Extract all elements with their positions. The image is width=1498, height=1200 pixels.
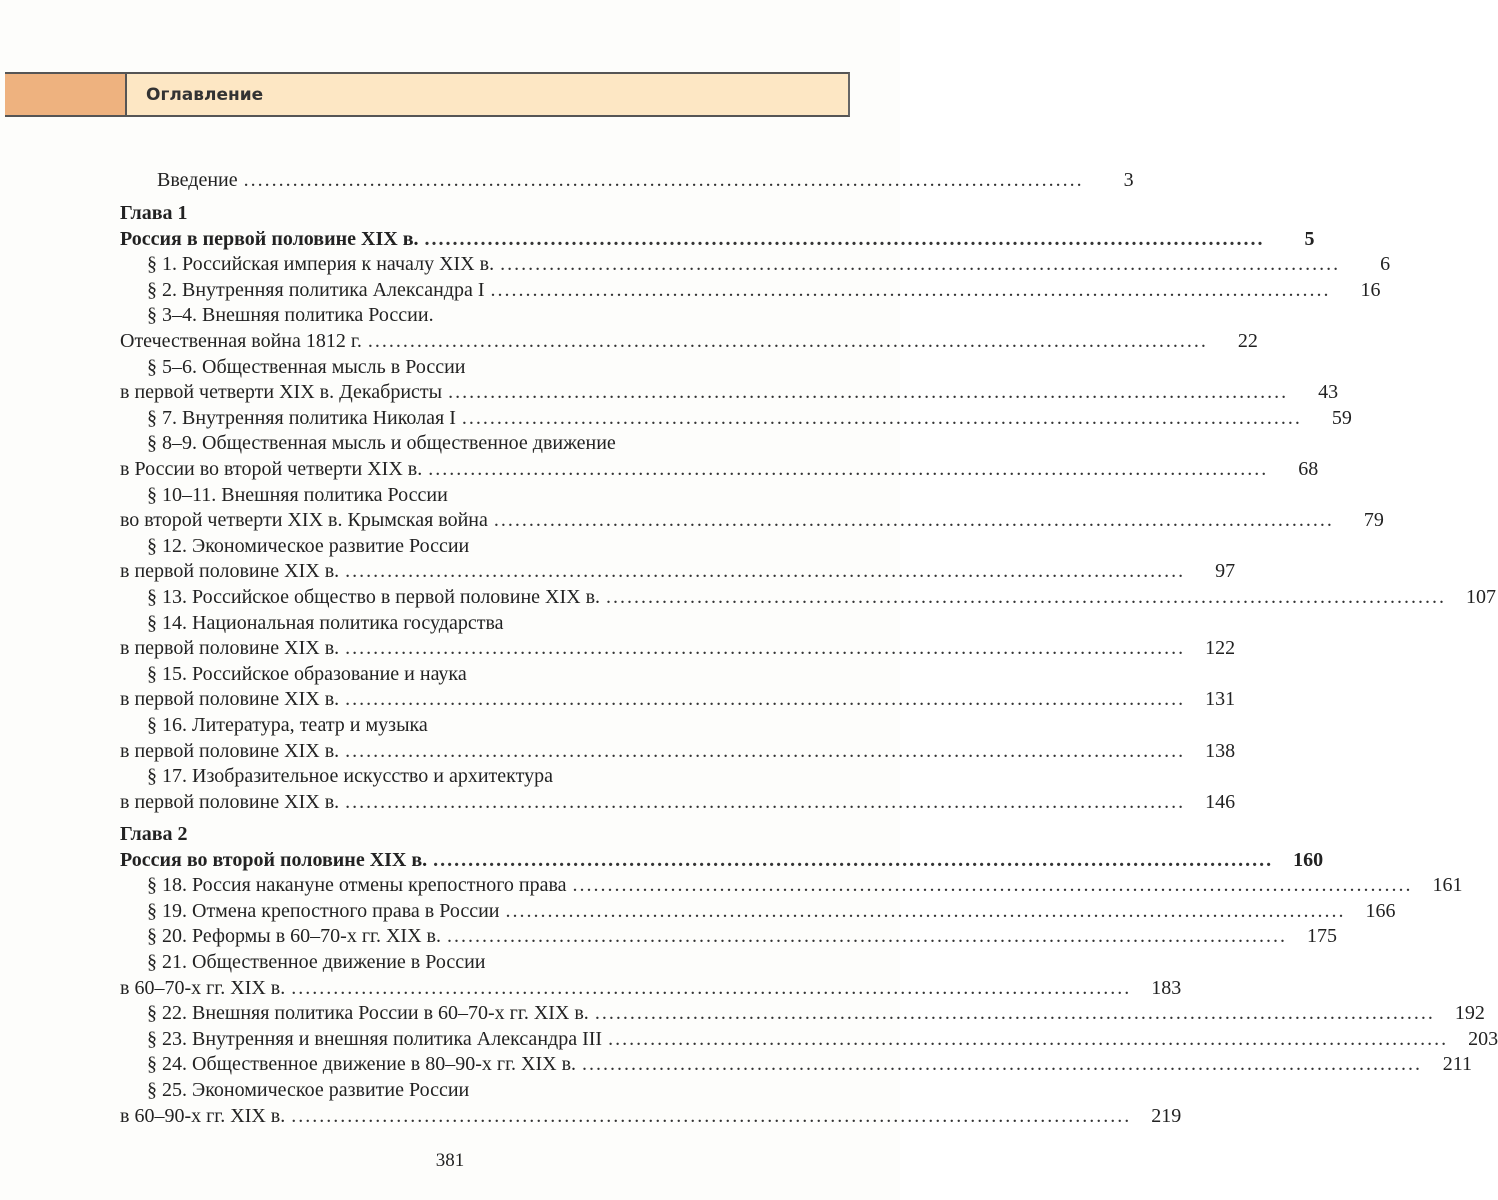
- toc-page-number: 59: [1331, 406, 1352, 429]
- toc-page-number: 219: [1151, 1104, 1182, 1127]
- toc-entry-text: § 8–9. Общественная мысль и общественное движение: [147, 432, 616, 455]
- leader-dots: ........................................................................................................................: [433, 848, 1274, 871]
- toc-page-number: 146: [1205, 790, 1236, 813]
- leader-dots: ........................................................................................................................: [493, 509, 1334, 532]
- toc-entry-heading: [147, 764, 831, 789]
- toc-header-bar: [5, 72, 850, 117]
- toc-page-number: 203: [1468, 1027, 1498, 1050]
- toc-title: Оглавление: [146, 85, 264, 105]
- toc-entry: [147, 924, 1337, 949]
- toc-entry-heading: [147, 431, 831, 456]
- leader-dots: ........................................................................................................................: [345, 790, 1186, 813]
- leader-dots: ........................................................................................................................: [446, 925, 1287, 948]
- toc-entry-text: § 12. Экономическое развитие России: [147, 534, 470, 557]
- leader-dots: ........................................................................................................................: [572, 874, 1413, 897]
- toc-entry-heading: [147, 662, 831, 687]
- toc-entry-heading: [120, 822, 831, 847]
- toc-entry-text: Введение: [157, 169, 238, 191]
- toc-entry: [147, 1001, 1485, 1026]
- toc-entry: [120, 508, 1384, 533]
- toc-entry-heading: [147, 611, 831, 636]
- toc-entry: [147, 1027, 1498, 1052]
- leader-dots: ........................................................................................................................: [606, 586, 1447, 608]
- toc-page-number: 160: [1293, 848, 1324, 871]
- toc-entry: [120, 380, 1339, 405]
- toc-page-number: 131: [1205, 688, 1236, 711]
- toc-entry-text: в первой половине XIX в.: [120, 637, 340, 660]
- toc-entry-text: во второй четверти XIX в. Крымская война: [120, 509, 488, 532]
- leader-dots: ........................................................................................................................: [291, 1104, 1132, 1127]
- toc-page-number: 107: [1466, 586, 1497, 608]
- toc-entry-text: § 25. Экономическое развитие России: [147, 1079, 470, 1101]
- toc-entry: [120, 848, 1324, 873]
- toc-page-number: 166: [1365, 899, 1396, 922]
- leader-dots: ........................................................................................................................: [424, 227, 1265, 250]
- toc-entry-heading: [147, 355, 831, 380]
- toc-entry: [157, 168, 1134, 193]
- toc-entry-text: § 1. Российская империя к началу XIX в.: [147, 253, 495, 276]
- toc-entry-heading: [147, 713, 831, 738]
- toc-entry-heading: [147, 950, 831, 975]
- toc-entry: [120, 976, 1182, 1001]
- toc-entry: [120, 687, 1236, 712]
- toc-entry: [147, 585, 1497, 610]
- toc-entry-heading: [147, 303, 831, 328]
- toc-entry-text: в первой половине XIX в.: [120, 739, 340, 762]
- leader-dots: ........................................................................................................................: [505, 899, 1346, 922]
- toc-entry: [120, 559, 1236, 584]
- toc-entry-heading: [147, 483, 831, 508]
- header-color-block: [5, 74, 127, 115]
- toc-entry-text: в 60–90-х гг. XIX в.: [120, 1104, 286, 1127]
- toc-entry-text: § 15. Российское образование и наука: [147, 662, 467, 685]
- leader-dots: ........................................................................................................................: [345, 739, 1186, 762]
- toc-entry-text: § 18. Россия накануне отмены крепостного права: [147, 874, 567, 897]
- leader-dots: ........................................................................................................................: [594, 1002, 1435, 1025]
- toc-page-number: 3: [1123, 169, 1134, 191]
- toc-entry: [120, 790, 1236, 815]
- toc-entry-text: Глава 2: [120, 823, 188, 845]
- toc-entry-text: § 22. Внешняя политика России в 60–70-х гг. XIX в.: [147, 1002, 589, 1025]
- toc-entry-text: в первой половине XIX в.: [120, 560, 340, 583]
- page-number: 381: [435, 1150, 465, 1171]
- leader-dots: ........................................................................................................................: [461, 406, 1302, 429]
- leader-dots: ........................................................................................................................: [490, 278, 1331, 301]
- toc-page-number: 16: [1360, 278, 1381, 301]
- toc-entry-text: § 21. Общественное движение в России: [147, 951, 486, 973]
- toc-entry: [120, 636, 1236, 661]
- leader-dots: ........................................................................................................................: [291, 976, 1132, 999]
- toc-page-number: 5: [1304, 227, 1315, 250]
- leader-dots: ........................................................................................................................: [243, 169, 1084, 191]
- toc-page-number: 138: [1205, 739, 1236, 762]
- toc-entry-text: § 3–4. Внешняя политика России.: [147, 304, 434, 327]
- toc-page-number: 22: [1237, 330, 1258, 352]
- toc-entry-heading: [120, 201, 831, 226]
- toc-entry: [147, 873, 1463, 898]
- toc-page-number: 97: [1215, 560, 1236, 583]
- toc-entry: [120, 329, 1258, 354]
- toc-entry-text: § 17. Изобразительное искусство и архитектура: [147, 765, 553, 788]
- toc-page-number: 79: [1363, 509, 1384, 532]
- toc-entry: [147, 899, 1396, 924]
- toc-entry: [147, 406, 1352, 431]
- toc-entry-text: Россия в первой половине XIX в.: [120, 227, 419, 250]
- toc-entry-text: § 20. Реформы в 60–70-х гг. XIX в.: [147, 925, 441, 948]
- toc-entry-text: § 16. Литература, театр и музыка: [147, 714, 428, 736]
- toc-entry-text: в первой половине XIX в.: [120, 790, 340, 813]
- toc-entry-heading: [147, 534, 831, 559]
- toc-entry-text: в первой половине XIX в.: [120, 688, 340, 711]
- toc-entry: [147, 278, 1381, 303]
- toc-page-number: 122: [1205, 637, 1236, 660]
- leader-dots: ........................................................................................................................: [428, 458, 1269, 480]
- toc-entry-text: в первой четверти XIX в. Декабристы: [120, 381, 443, 404]
- toc-entry-text: в 60–70-х гг. XIX в.: [120, 976, 286, 999]
- toc-page-number: 183: [1151, 976, 1182, 999]
- toc-entry-text: § 5–6. Общественная мысль в России: [147, 355, 466, 378]
- toc-entry-text: § 24. Общественное движение в 80–90-х гг. XIX в.: [147, 1053, 577, 1076]
- toc-entry-text: в России во второй четверти XIX в.: [120, 458, 423, 480]
- toc-entry-text: § 23. Внутренняя и внешняя политика Александра III: [147, 1027, 603, 1050]
- toc-entry-text: Россия во второй половине XIX в.: [120, 848, 428, 871]
- toc-page-number: 192: [1454, 1002, 1485, 1025]
- toc-entry: [120, 457, 1319, 482]
- toc-page-number: 211: [1442, 1053, 1473, 1076]
- toc-entry-text: Глава 1: [120, 202, 188, 224]
- toc-entry-text: § 2. Внутренняя политика Александра I: [147, 278, 485, 301]
- toc-entry-text: § 10–11. Внешняя политика России: [147, 483, 448, 506]
- leader-dots: ........................................................................................................................: [345, 688, 1186, 711]
- toc-page-number: 6: [1380, 253, 1391, 276]
- leader-dots: ........................................................................................................................: [448, 381, 1289, 404]
- toc-page-number: 43: [1318, 381, 1339, 404]
- leader-dots: ........................................................................................................................: [582, 1053, 1423, 1076]
- toc-page-number: 175: [1306, 925, 1337, 948]
- toc-entry-text: § 14. Национальная политика государства: [147, 611, 504, 634]
- leader-dots: ........................................................................................................................: [608, 1027, 1449, 1050]
- toc-entry: [120, 739, 1236, 764]
- toc-entry-text: § 13. Российское общество в первой половине XIX в.: [147, 586, 601, 608]
- leader-dots: ........................................................................................................................: [345, 560, 1186, 583]
- leader-dots: ........................................................................................................................: [345, 637, 1186, 660]
- leader-dots: ........................................................................................................................: [367, 330, 1208, 352]
- toc-entry-text: § 7. Внутренняя политика Николая I: [147, 406, 456, 429]
- toc-entry-text: Отечественная война 1812 г.: [120, 330, 362, 352]
- toc-entry: [120, 1104, 1182, 1129]
- toc-entry: [147, 252, 1391, 277]
- toc-entry: [120, 227, 1315, 252]
- leader-dots: ........................................................................................................................: [500, 253, 1341, 276]
- toc-page-number: 161: [1432, 874, 1463, 897]
- toc-entry: [147, 1052, 1473, 1077]
- toc-entry-text: § 19. Отмена крепостного права в России: [147, 899, 500, 922]
- toc-entry-heading: [147, 1078, 831, 1103]
- toc-page-number: 68: [1298, 458, 1319, 480]
